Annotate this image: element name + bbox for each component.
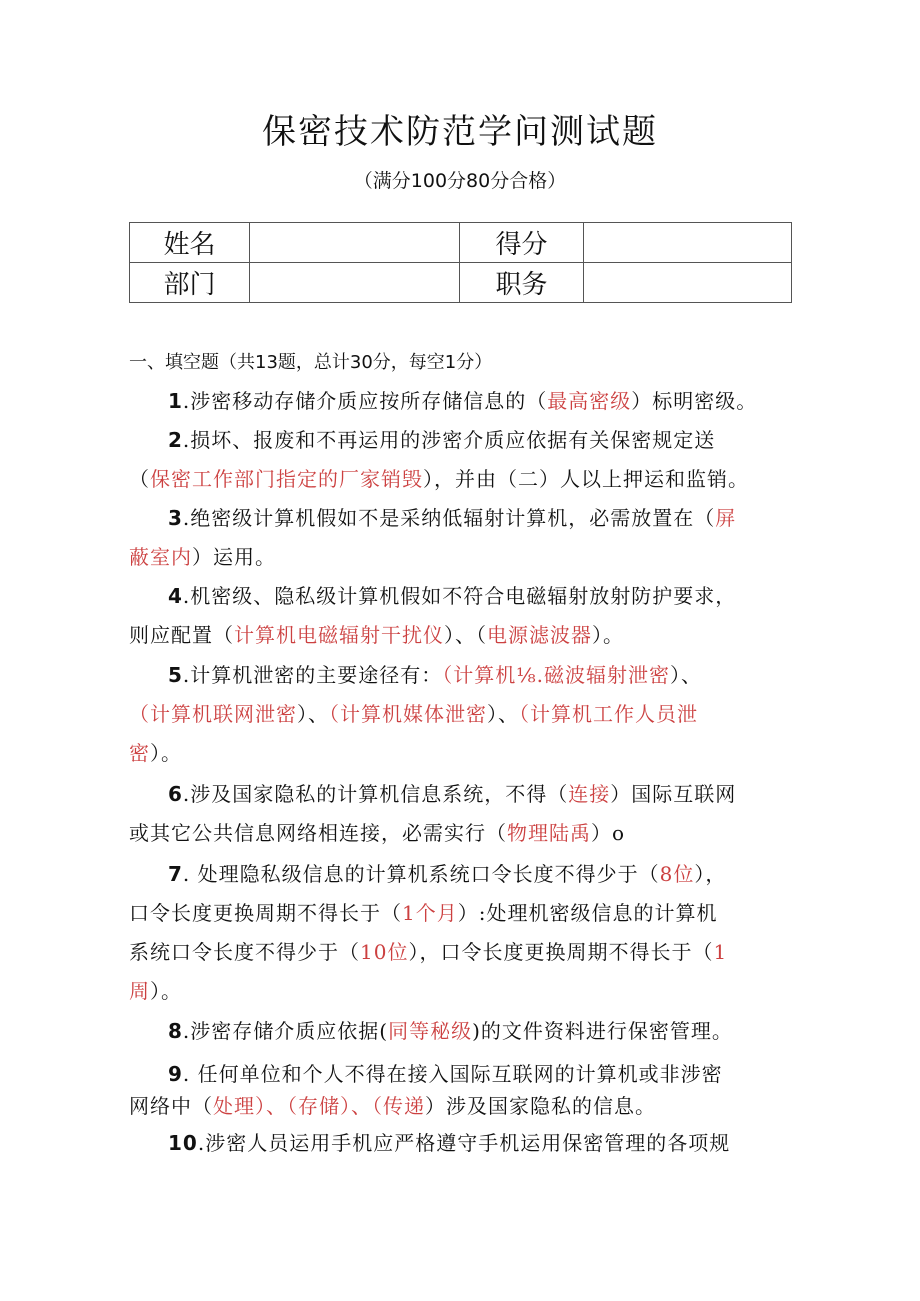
question-number: 5 bbox=[168, 663, 183, 687]
question-text: ）。 bbox=[592, 623, 624, 647]
answer: （计算机媒体泄密 bbox=[329, 702, 487, 726]
question-6-line-1 bbox=[168, 781, 736, 807]
page-title: 保密技术防范学问测试题 bbox=[262, 112, 658, 152]
question-text: ）:处理机密级信息的计算机 bbox=[457, 901, 718, 925]
question-7-line-1 bbox=[168, 861, 726, 887]
question-text: ）。 bbox=[150, 979, 182, 1003]
question-number: 7 bbox=[168, 862, 183, 886]
question-text: 系统口令长度不得少于（ bbox=[129, 940, 360, 964]
answer: 物理陆禹 bbox=[507, 821, 591, 845]
question-text: . 处理隐私级信息的计算机系统口令长度不得少于（ bbox=[182, 862, 660, 886]
question-text: .计算机泄密的主要途径有： bbox=[182, 663, 443, 687]
position-field[interactable] bbox=[584, 263, 792, 303]
question-text: 或其它公共信息网络相连接，必需实行（ bbox=[129, 821, 507, 845]
question-number: 10 bbox=[168, 1131, 198, 1155]
question-8 bbox=[168, 1018, 733, 1044]
question-text: )的文件资料进行保密管理。 bbox=[472, 1019, 733, 1043]
dept-label: 部门 bbox=[130, 263, 250, 303]
name-field[interactable] bbox=[250, 223, 460, 263]
question-9-line-2 bbox=[129, 1093, 656, 1119]
question-text: ）涉及国家隐私的信息。 bbox=[425, 1094, 656, 1118]
info-table bbox=[129, 222, 792, 303]
dept-field[interactable] bbox=[250, 263, 460, 303]
answer: 蔽室内 bbox=[129, 545, 192, 569]
question-text: ）、（ bbox=[444, 623, 487, 647]
name-label: 姓名 bbox=[130, 223, 250, 263]
answer: 1个月 bbox=[402, 901, 458, 925]
question-text: . 任何单位和个人不得在接入国际互联网的计算机或非涉密 bbox=[182, 1062, 723, 1086]
answer: 同等秘级 bbox=[388, 1019, 473, 1043]
question-number: 1 bbox=[168, 389, 183, 413]
question-9-line-1 bbox=[168, 1061, 723, 1087]
question-7-line-4 bbox=[129, 978, 182, 1004]
question-5-line-2 bbox=[129, 701, 698, 727]
question-text: .涉及国家隐私的计算机信息系统，不得（ bbox=[182, 782, 569, 806]
question-text: （ bbox=[129, 467, 150, 491]
question-text: .涉密人员运用手机应严格遵守手机运用保密管理的各项规 bbox=[197, 1131, 731, 1155]
question-text: ）运用。 bbox=[192, 545, 276, 569]
table-row bbox=[130, 263, 792, 303]
question-text: .涉密存储介质应依据( bbox=[182, 1019, 389, 1043]
answer: 计算机电磁辐射干扰仪 bbox=[234, 623, 444, 647]
answer: 1 bbox=[713, 940, 728, 964]
answer: （计算机工作人员泄 bbox=[519, 702, 698, 726]
answer: 密 bbox=[129, 741, 150, 765]
question-number: 2 bbox=[168, 428, 183, 452]
question-text: ）。 bbox=[150, 741, 182, 765]
answer: 处理）、（存储）、（传递 bbox=[213, 1094, 425, 1118]
answer: 8位 bbox=[659, 862, 695, 886]
question-4-line-1 bbox=[168, 583, 736, 609]
answer: 10位 bbox=[360, 940, 409, 964]
answer: 保密工作部门指定的厂家销毁 bbox=[150, 467, 423, 491]
question-3-line-2 bbox=[129, 544, 276, 570]
answer: 电源滤波器 bbox=[487, 623, 592, 647]
question-text: ）、 bbox=[297, 702, 329, 726]
question-text: .涉密移动存储介质应按所存储信息的（ bbox=[182, 389, 548, 413]
question-text: 口令长度更换周期不得长于（ bbox=[129, 901, 402, 925]
question-text: ），并由（二）人以上押运和监销。 bbox=[423, 467, 749, 491]
question-text: ）o bbox=[591, 821, 626, 845]
question-6-line-2 bbox=[129, 820, 625, 846]
question-number: 4 bbox=[168, 584, 183, 608]
answer: 屏 bbox=[715, 506, 737, 530]
question-number: 9 bbox=[168, 1062, 183, 1086]
question-10 bbox=[168, 1130, 730, 1156]
question-7-line-2 bbox=[129, 900, 717, 926]
question-text: ）、 bbox=[487, 702, 519, 726]
question-2-line-2 bbox=[129, 466, 749, 492]
question-2-line-1 bbox=[168, 427, 715, 453]
section-heading: 一、填空题（共13题，总计30分，每空1分） bbox=[129, 352, 493, 373]
answer: 最高密级 bbox=[547, 389, 632, 413]
question-1 bbox=[168, 388, 757, 414]
question-3-line-1 bbox=[168, 505, 736, 531]
question-number: 3 bbox=[168, 506, 183, 530]
question-text: ）标明密级。 bbox=[631, 389, 758, 413]
question-text: ）、 bbox=[670, 663, 703, 687]
question-text: 网络中（ bbox=[129, 1094, 213, 1118]
question-text: ）国际互联网 bbox=[610, 782, 737, 806]
question-text: .绝密级计算机假如不是采纳低辐射计算机，必需放置在（ bbox=[182, 506, 716, 530]
answer: （计算机⅛.磁波辐射泄密 bbox=[442, 663, 671, 687]
question-4-line-2 bbox=[129, 622, 624, 648]
position-label: 职务 bbox=[460, 263, 584, 303]
table-row bbox=[130, 223, 792, 263]
answer: 连接 bbox=[568, 782, 611, 806]
score-field[interactable] bbox=[584, 223, 792, 263]
question-text: ）， bbox=[694, 862, 727, 886]
question-text: .机密级、隐私级计算机假如不符合电磁辐射放射防护要求， bbox=[182, 584, 737, 608]
question-text: 则应配置（ bbox=[129, 623, 234, 647]
question-5-line-1 bbox=[168, 662, 702, 688]
answer: （计算机联网泄密 bbox=[129, 702, 297, 726]
question-text: ），口令长度更换周期不得长于（ bbox=[408, 940, 714, 964]
question-text: .损坏、报废和不再运用的涉密介质应依据有关保密规定送 bbox=[182, 428, 716, 452]
score-label: 得分 bbox=[460, 223, 584, 263]
page-subtitle: （满分100分80分合格） bbox=[353, 170, 567, 192]
answer: 周 bbox=[129, 979, 150, 1003]
question-number: 8 bbox=[168, 1019, 183, 1043]
question-number: 6 bbox=[168, 782, 183, 806]
question-7-line-3 bbox=[129, 939, 727, 965]
question-5-line-3 bbox=[129, 740, 182, 766]
